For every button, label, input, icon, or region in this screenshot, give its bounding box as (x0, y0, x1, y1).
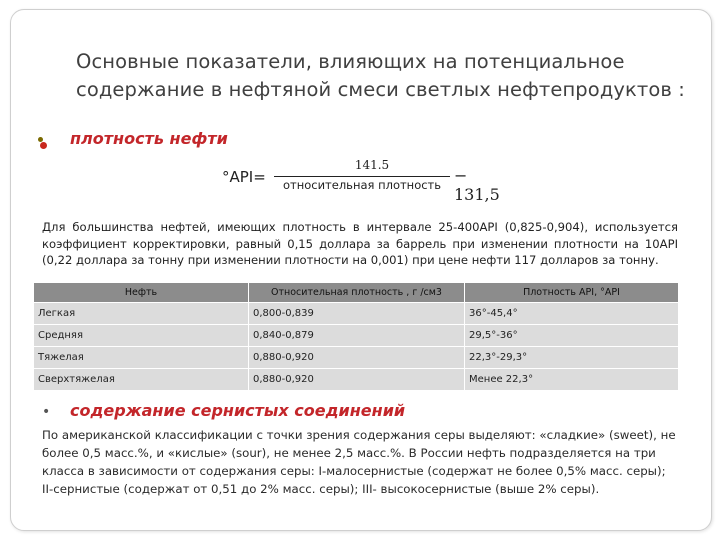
section-heading-sulfur: содержание сернистых соединений (70, 401, 406, 420)
bullet-icon: • (42, 404, 51, 420)
header-api-density: Плотность API, °API (465, 283, 679, 303)
sulfur-paragraph: По американской классификации с точки зрения содержания серы выделяют: «сладкие» (sweet), не более 0,5 масс.%, и «кислые» (sour), не менее 2,5 масс.%. В России нефть подразделяется на три класса в зависимости от содержания серы: I-малосернистые (содержат не более 0,5% масс. серы); II-сернистые (содержат от 0,51 до 2% масс. серы); III- высокосернистые (выше 2% серы). (42, 428, 676, 496)
section-heading-density: плотность нефти (70, 129, 228, 148)
header-relative-density: Относительная плотность , г /см3 (249, 283, 465, 303)
api-formula (222, 158, 512, 204)
table-row (34, 347, 679, 369)
table-cell: 22,3°-29,3° (465, 347, 679, 369)
density-paragraph: Для большинства нефтей, имеющих плотность в интервале 25-400API (0,825-0,904), используется коэффициент корректировки, равный 0,15 доллара за баррель при изменении плотности на 10API (0,22 доллара за тонну при изменении плотности на 0,001) при цене нефти 117 долларов за тонну. (42, 220, 678, 267)
bullet-icon (38, 137, 46, 149)
table-cell: Сверхтяжелая (34, 369, 249, 391)
table-row (34, 369, 679, 391)
table-cell: Легкая (34, 303, 249, 325)
table-row (34, 303, 679, 325)
table-cell: 29,5°-36° (465, 325, 679, 347)
table-cell: 0,880-0,920 (249, 347, 465, 369)
formula-denominator: относительная плотность (282, 178, 442, 192)
header-oil: Нефть (34, 283, 249, 303)
table-row (34, 325, 679, 347)
table-cell: Тяжелая (34, 347, 249, 369)
formula-left: °API= (222, 168, 266, 186)
slide-title: Основные показатели, влияющих на потенциальное содержание в нефтяной смеси светлых нефтепродуктов : (76, 50, 685, 101)
table-cell: 36°-45,4° (465, 303, 679, 325)
table-header-row (34, 283, 679, 303)
table-cell: Средняя (34, 325, 249, 347)
formula-right: − 131,5 (454, 166, 500, 204)
density-table (33, 282, 679, 391)
formula-numerator: 141.5 (354, 158, 390, 172)
table-cell: 0,800-0,839 (249, 303, 465, 325)
table-cell: 0,840-0,879 (249, 325, 465, 347)
fraction-line (274, 176, 450, 177)
table-cell: 0,880-0,920 (249, 369, 465, 391)
table-cell: Менее 22,3° (465, 369, 679, 391)
